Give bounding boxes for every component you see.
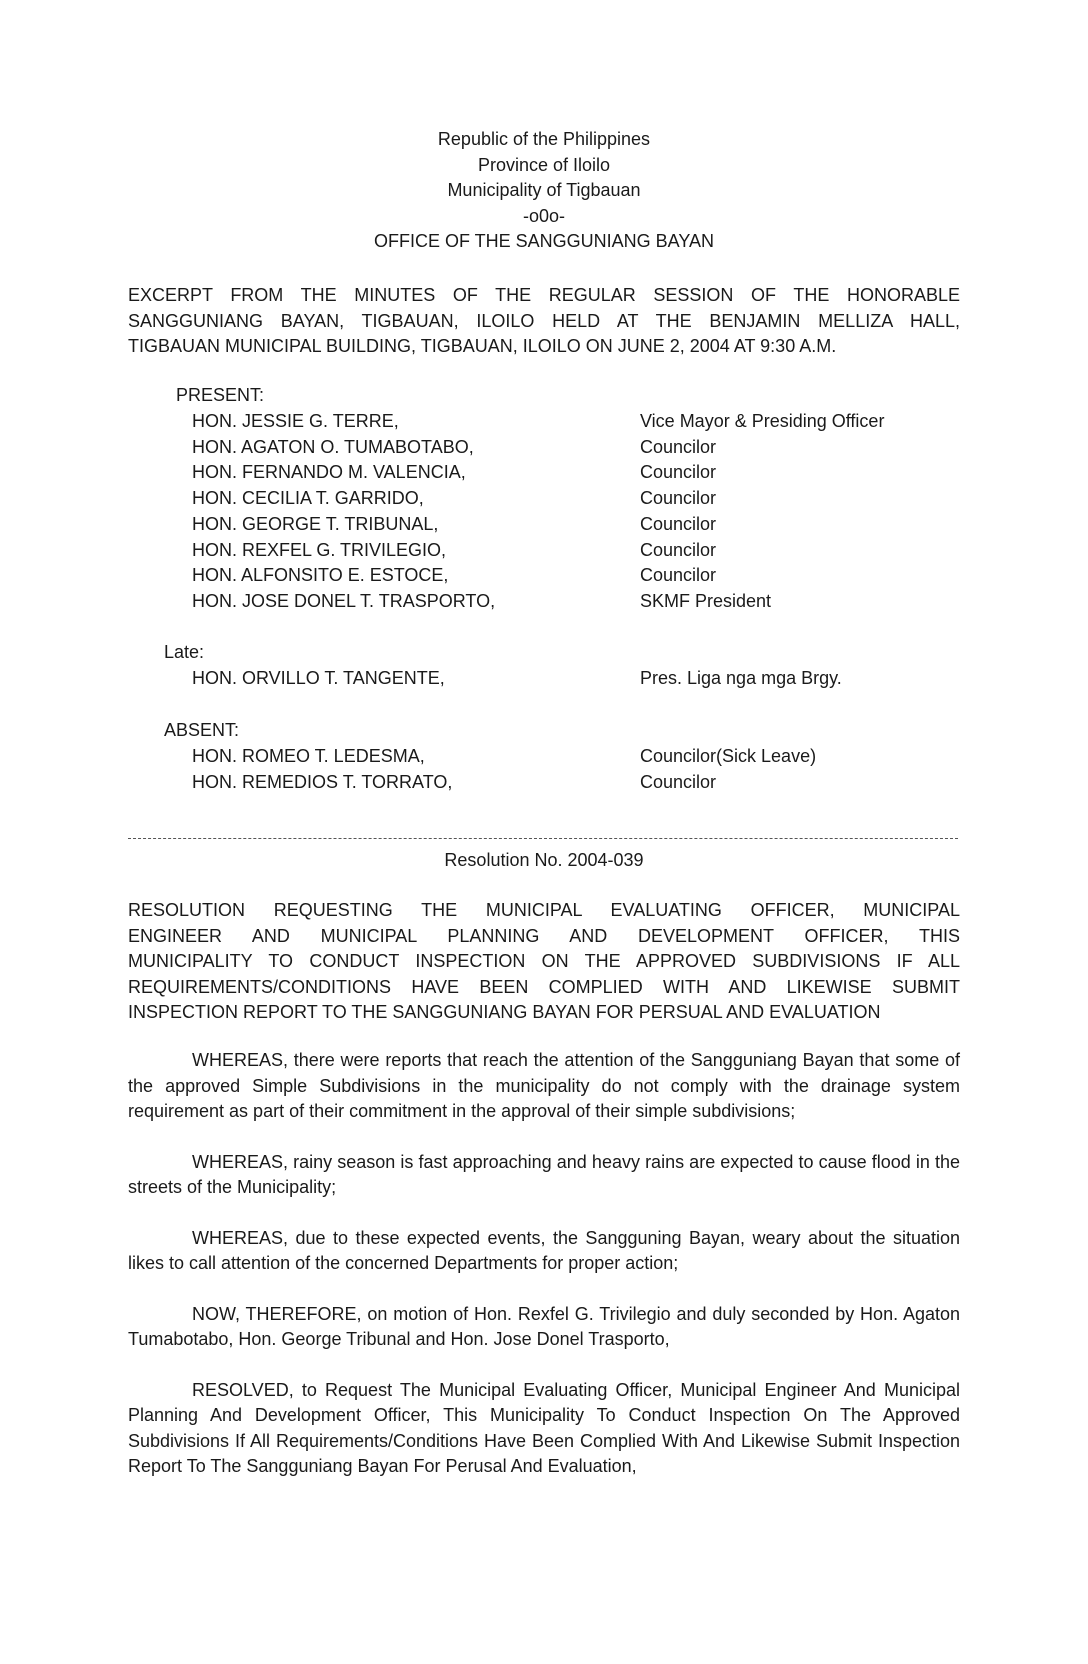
attendee-role: Councilor — [640, 488, 717, 509]
attendee-row — [0, 666, 1088, 692]
title-line: ENGINEER AND MUNICIPAL PLANNING AND DEVELOPMENT OFFICER, THIS — [128, 925, 960, 946]
attendee-name: HON. REXFEL G. TRIVILEGIO, — [192, 539, 447, 560]
attendee-role: Councilor — [640, 565, 717, 586]
title-line: INSPECTION REPORT TO THE SANGGUNIANG BAYAN FOR PERSUAL AND EVALUATION — [128, 1002, 881, 1022]
attendee-name: HON. REMEDIOS T. TORRATO, — [192, 771, 453, 792]
attendee-row — [0, 589, 1088, 615]
attendee-row — [0, 486, 1088, 512]
attendee-row — [0, 744, 1088, 770]
title-line: REQUIREMENTS/CONDITIONS HAVE BEEN COMPLIED WITH AND LIKEWISE SUBMIT — [128, 976, 960, 997]
title-line: RESOLUTION REQUESTING THE MUNICIPAL EVALUATING OFFICER, MUNICIPAL — [128, 900, 960, 920]
attendee-name: HON. ROMEO T. LEDESMA, — [192, 746, 425, 766]
attendee-role: Councilor — [640, 539, 717, 560]
office-line: OFFICE OF THE SANGGUNIANG BAYAN — [373, 231, 715, 251]
title-line: MUNICIPALITY TO CONDUCT INSPECTION ON THE APPROVED SUBDIVISIONS IF ALL — [128, 951, 960, 971]
attendee-role: Vice Mayor & Presiding Officer — [640, 411, 885, 431]
resolution-title — [128, 898, 960, 1026]
dashed-divider — [128, 838, 958, 839]
country-line: Republic of the Philippines — [437, 129, 651, 149]
attendee-name: HON. JESSIE G. TERRE, — [192, 411, 399, 431]
separator-mark: -o0o- — [522, 205, 566, 226]
absent-label: ABSENT: — [164, 720, 240, 740]
body-paragraph: RESOLVED, to Request The Municipal Evaluating Officer, Municipal Engineer And Municipal Planning And Development Officer, This Municipality To Conduct Inspection On The Approved Subdivisions If All Requirements/Conditions Have Been Complied With And Likewise Submit Inspection Report To The Sangguniang Bayan For Perusal And Evaluation, — [128, 1379, 960, 1476]
attendee-row — [0, 460, 1088, 486]
excerpt-paragraph — [128, 283, 960, 360]
attendee-name: HON. AGATON O. TUMABOTABO, — [192, 436, 474, 457]
attendee-name: HON. CECILIA T. GARRIDO, — [192, 488, 424, 509]
attendee-role: Councilor(Sick Leave) — [640, 746, 817, 766]
attendee-name: HON. FERNANDO M. VALENCIA, — [192, 462, 466, 483]
attendee-row — [0, 512, 1088, 538]
resolution-number: Resolution No. 2004-039 — [444, 850, 644, 870]
attendee-role: Councilor — [640, 436, 717, 457]
attendee-role: Councilor — [640, 462, 717, 483]
body-paragraph: NOW, THEREFORE, on motion of Hon. Rexfel G. Trivilegio and duly seconded by Hon. Agaton Tumabotabo, Hon. George Tribunal and Hon. Jose Donel Trasporto, — [128, 1303, 960, 1349]
province-line: Province of Iloilo — [477, 154, 611, 175]
attendee-row — [0, 770, 1088, 796]
attendee-row — [0, 563, 1088, 589]
attendee-name: HON. ALFONSITO E. ESTOCE, — [192, 565, 449, 586]
letterhead — [0, 127, 1088, 255]
attendee-role: Councilor — [640, 513, 717, 534]
municipality-line: Municipality of Tigbauan — [447, 180, 641, 200]
attendee-row — [0, 435, 1088, 461]
body-paragraph: WHEREAS, due to these expected events, the Sangguning Bayan, weary about the situation likes to call attention of the concerned Departments for proper action; — [128, 1227, 960, 1273]
attendee-name: HON. GEORGE T. TRIBUNAL, — [192, 513, 439, 534]
attendee-name: HON. JOSE DONEL T. TRASPORTO, — [192, 590, 496, 611]
attendee-role: Pres. Liga nga mga Brgy. — [640, 668, 842, 688]
body-paragraph: WHEREAS, there were reports that reach the attention of the Sangguniang Bayan that some of the approved Simple Subdivisions in the municipality do not comply with the drainage system requirement as part of their commitment in the approval of their simple subdivisions; — [128, 1050, 960, 1121]
attendee-role: SKMF President — [640, 590, 772, 611]
attendee-role: Councilor — [640, 771, 717, 792]
resolution-body — [128, 1048, 960, 1505]
late-label: Late: — [164, 642, 205, 662]
body-paragraph: WHEREAS, rainy season is fast approaching and heavy rains are expected to cause flood in the streets of the Municipality; — [128, 1151, 960, 1197]
excerpt-line: SANGGUNIANG BAYAN, TIGBAUAN, ILOILO HELD AT THE BENJAMIN MELLIZA HALL, — [128, 310, 960, 331]
attendee-name: HON. ORVILLO T. TANGENTE, — [192, 668, 445, 688]
attendee-row — [0, 538, 1088, 564]
present-label: PRESENT: — [176, 385, 265, 405]
excerpt-line: EXCERPT FROM THE MINUTES OF THE REGULAR SESSION OF THE HONORABLE — [128, 285, 960, 305]
excerpt-line: TIGBAUAN MUNICIPAL BUILDING, TIGBAUAN, ILOILO ON JUNE 2, 2004 AT 9:30 A.M. — [128, 336, 837, 356]
attendee-row — [0, 409, 1088, 435]
